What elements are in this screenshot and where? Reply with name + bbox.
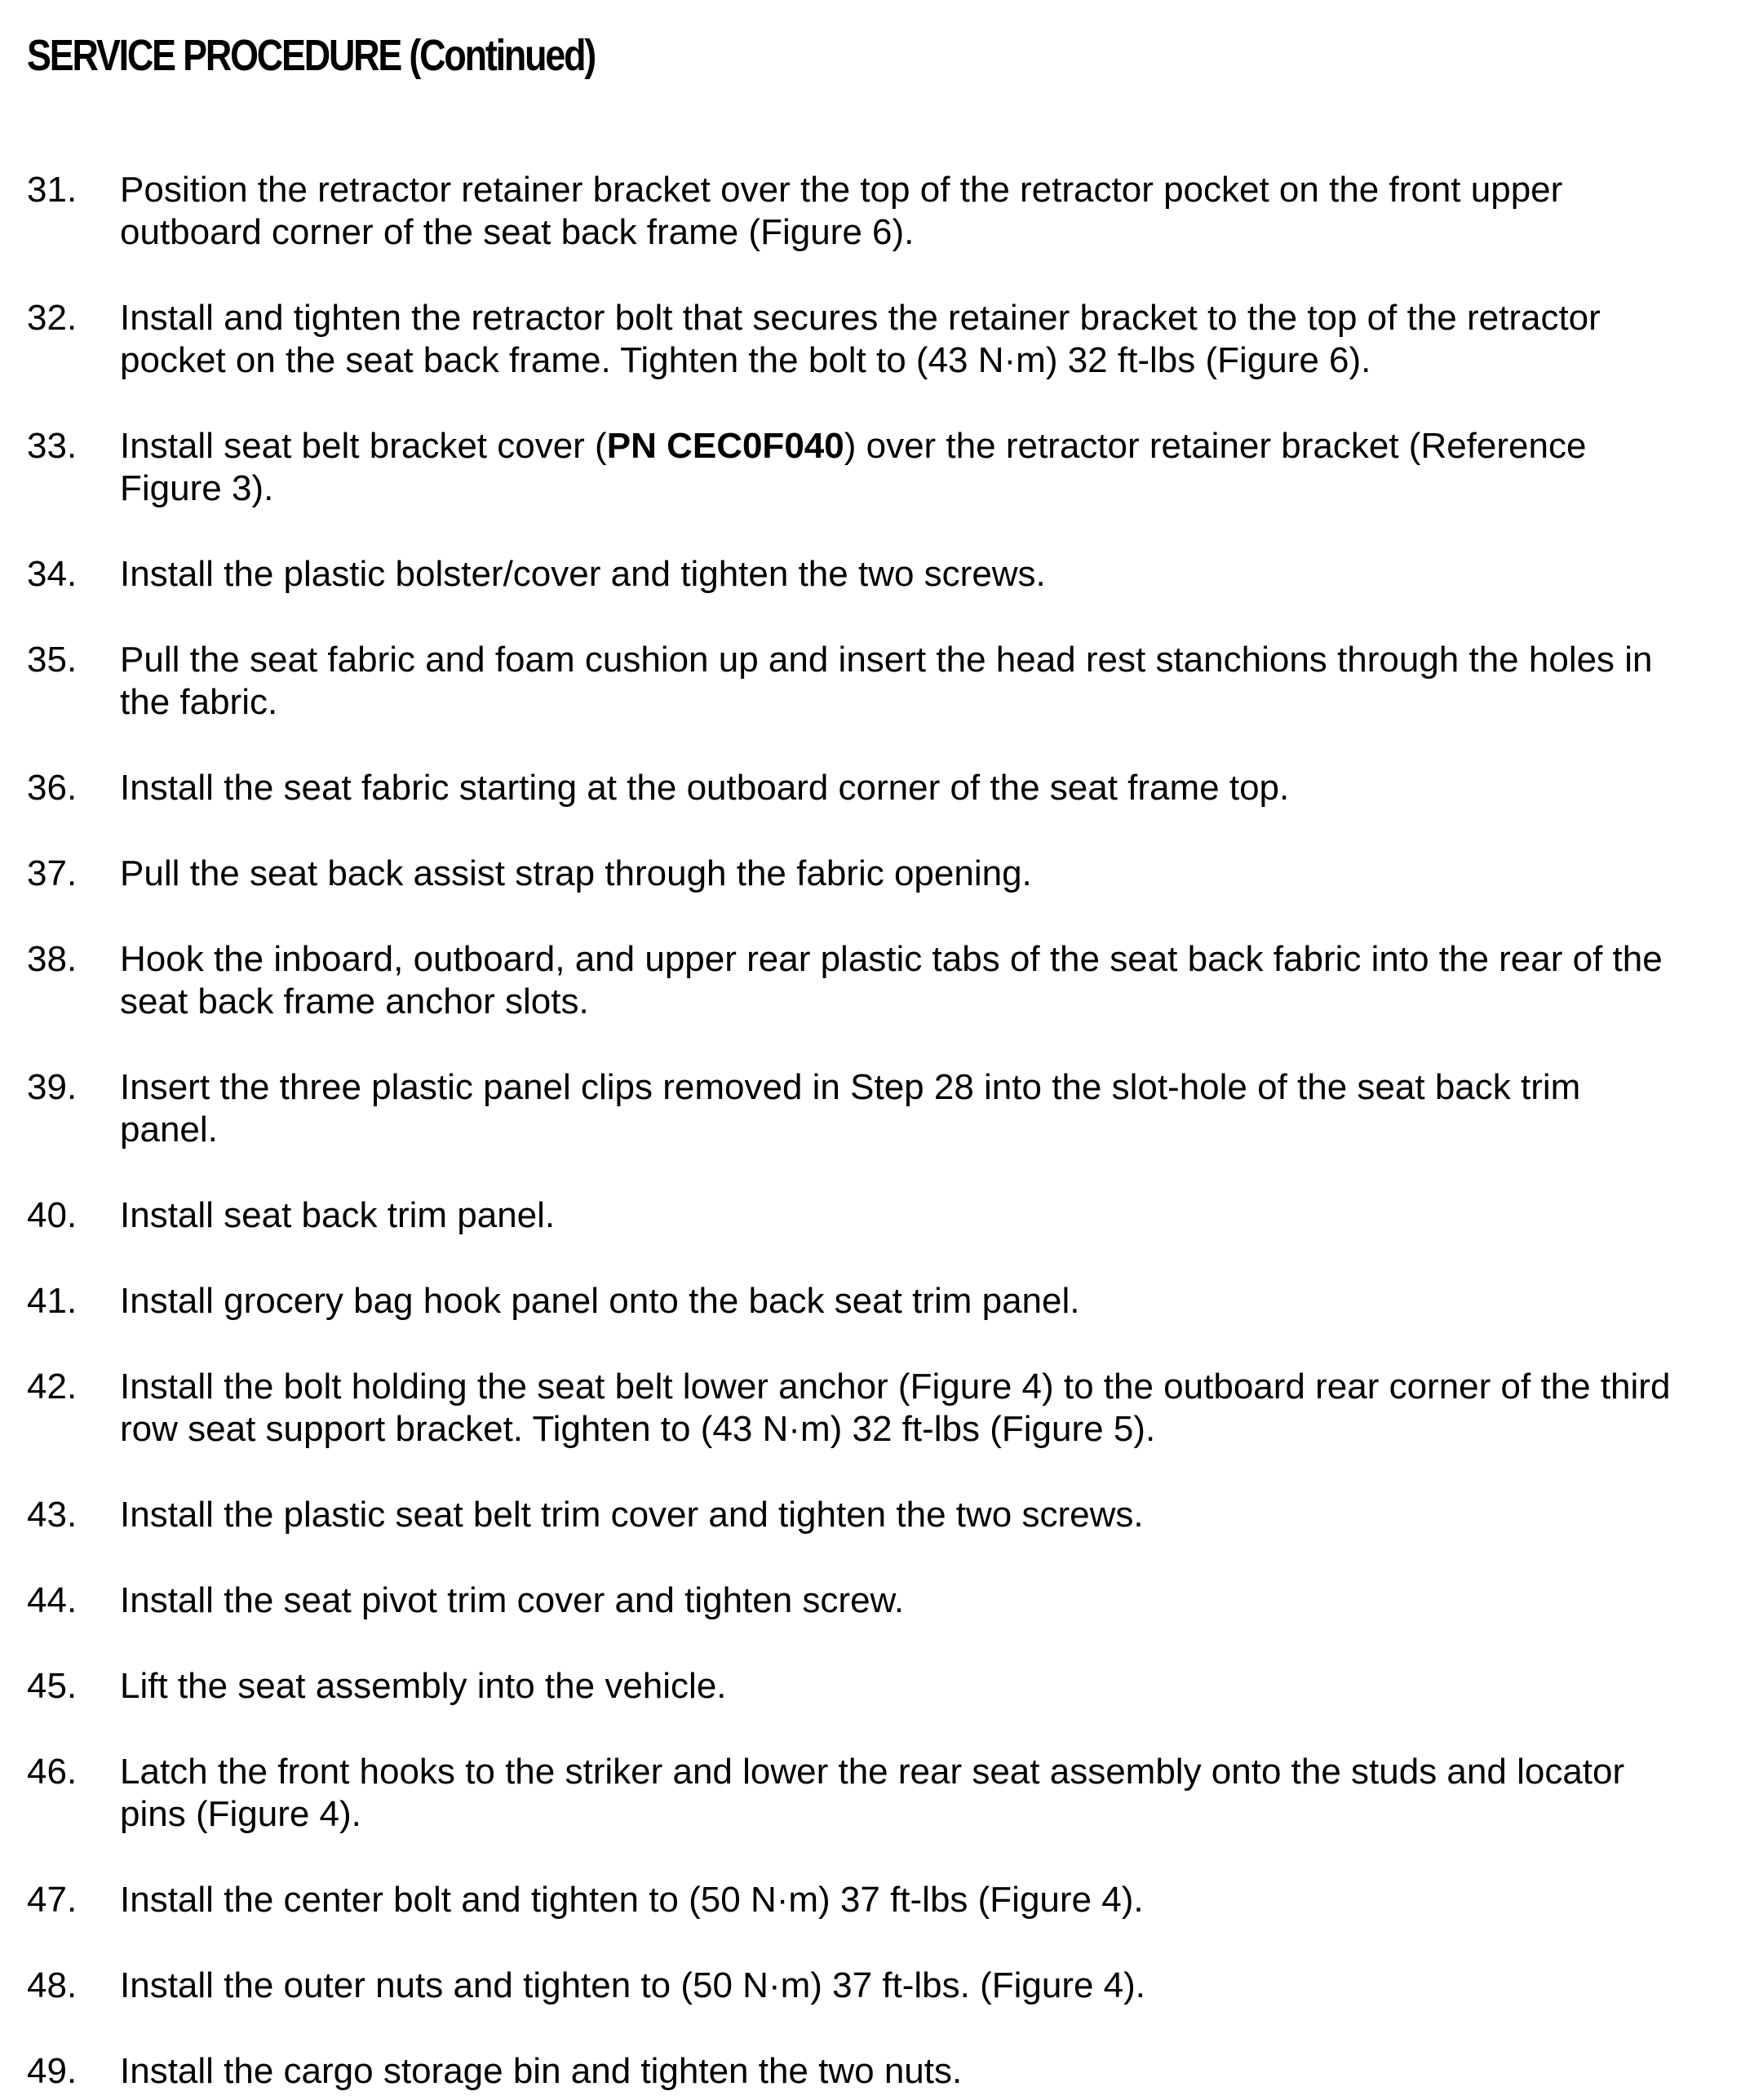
step-text-line: Pull the seat fabric and foam cushion up and insert the head rest stanchions through the holes in	[120, 640, 1653, 680]
page-title: SERVICE PROCEDURE (Continued)	[27, 31, 596, 80]
step-text	[120, 1751, 1752, 1836]
step-text	[120, 1494, 1752, 1536]
step-text-line: Install the plastic seat belt trim cover and tighten the two screws.	[120, 1495, 1144, 1535]
step-number: 36.	[27, 768, 78, 808]
step-text-line: Install grocery bag hook panel onto the back seat trim panel.	[120, 1281, 1080, 1321]
step-text-line: row seat support bracket. Tighten to (43 N·m) 32 ft-lbs (Figure 5).	[120, 1409, 1156, 1449]
step-text-line: Install the center bolt and tighten to (50 N·m) 37 ft-lbs (Figure 4).	[120, 1880, 1144, 1920]
step-text-line: Install the cargo storage bin and tighten the two nuts.	[120, 2051, 963, 2091]
step-text-line: Position the retractor retainer bracket over the top of the retractor pocket on the front upper	[120, 170, 1563, 210]
step-number: 38.	[27, 939, 78, 979]
step-text	[120, 1066, 1752, 1151]
step-number: 49.	[27, 2051, 78, 2091]
step-text	[120, 297, 1752, 382]
step-number: 42.	[27, 1367, 78, 1407]
step-text-line: outboard corner of the seat back frame (Figure 6).	[120, 212, 915, 252]
step-number: 39.	[27, 1067, 78, 1107]
step-text-line: Install the plastic bolster/cover and tighten the two screws.	[120, 554, 1046, 594]
step-text-line: Insert the three plastic panel clips removed in Step 28 into the slot-hole of the seat back trim	[120, 1067, 1581, 1107]
step-text-line: Figure 3).	[120, 468, 274, 508]
step-text	[120, 1194, 1752, 1237]
step-text-line: Install the seat fabric starting at the outboard corner of the seat frame top.	[120, 768, 1290, 808]
step-text	[120, 1280, 1752, 1322]
step-number: 34.	[27, 554, 78, 594]
step-text-line: Install and tighten the retractor bolt that secures the retainer bracket to the top of the retractor	[120, 298, 1601, 338]
step-text	[120, 1965, 1752, 2007]
step-text	[120, 425, 1752, 510]
step-number: 35.	[27, 640, 78, 680]
step-text	[120, 553, 1752, 596]
step-number: 47.	[27, 1880, 78, 1920]
step-text	[120, 853, 1752, 895]
step-number: 46.	[27, 1752, 78, 1792]
step-text-line: the fabric.	[120, 682, 278, 722]
step-number: 45.	[27, 1666, 78, 1706]
step-text-line-with-part-number	[120, 425, 1752, 467]
step-number: 41.	[27, 1281, 78, 1321]
step-text-line: Install seat back trim panel.	[120, 1195, 556, 1235]
step-number: 44.	[27, 1580, 78, 1620]
step-text-line: seat back frame anchor slots.	[120, 981, 589, 1021]
step-text	[120, 169, 1752, 254]
step-text-line: panel.	[120, 1110, 218, 1150]
step-number: 48.	[27, 1965, 78, 2005]
step-number: 37.	[27, 853, 78, 893]
part-number: PN CEC0F040	[606, 426, 844, 466]
step-text	[120, 639, 1752, 724]
step-number: 31.	[27, 170, 78, 210]
step-text-line: Hook the inboard, outboard, and upper rear plastic tabs of the seat back fabric into the rear of the	[120, 939, 1663, 979]
step-text	[120, 938, 1752, 1023]
step-text-segment: ) over the retractor retainer bracket (Reference	[844, 426, 1587, 466]
step-text-line: pocket on the seat back frame. Tighten the bolt to (43 N·m) 32 ft-lbs (Figure 6).	[120, 340, 1371, 380]
step-number: 33.	[27, 426, 78, 466]
step-text-line: Install the seat pivot trim cover and tighten screw.	[120, 1580, 905, 1620]
step-number: 40.	[27, 1195, 78, 1235]
step-text	[120, 2050, 1752, 2093]
step-text-line: Install the outer nuts and tighten to (50 N·m) 37 ft-lbs. (Figure 4).	[120, 1965, 1146, 2005]
step-text-line: Install the bolt holding the seat belt lower anchor (Figure 4) to the outboard rear corner of the third	[120, 1367, 1671, 1407]
step-text	[120, 767, 1752, 809]
step-text-line: pins (Figure 4).	[120, 1794, 361, 1834]
step-text-line: Pull the seat back assist strap through the fabric opening.	[120, 853, 1032, 893]
step-text-line: Latch the front hooks to the striker and lower the rear seat assembly onto the studs and locator	[120, 1752, 1625, 1792]
step-number: 32.	[27, 298, 78, 338]
step-text	[120, 1366, 1752, 1451]
step-text-segment: Install seat belt bracket cover (	[120, 426, 607, 466]
step-number: 43.	[27, 1495, 78, 1535]
step-text	[120, 1879, 1752, 1921]
step-text-line: Lift the seat assembly into the vehicle.	[120, 1666, 727, 1706]
step-text	[120, 1579, 1752, 1622]
step-text	[120, 1665, 1752, 1708]
